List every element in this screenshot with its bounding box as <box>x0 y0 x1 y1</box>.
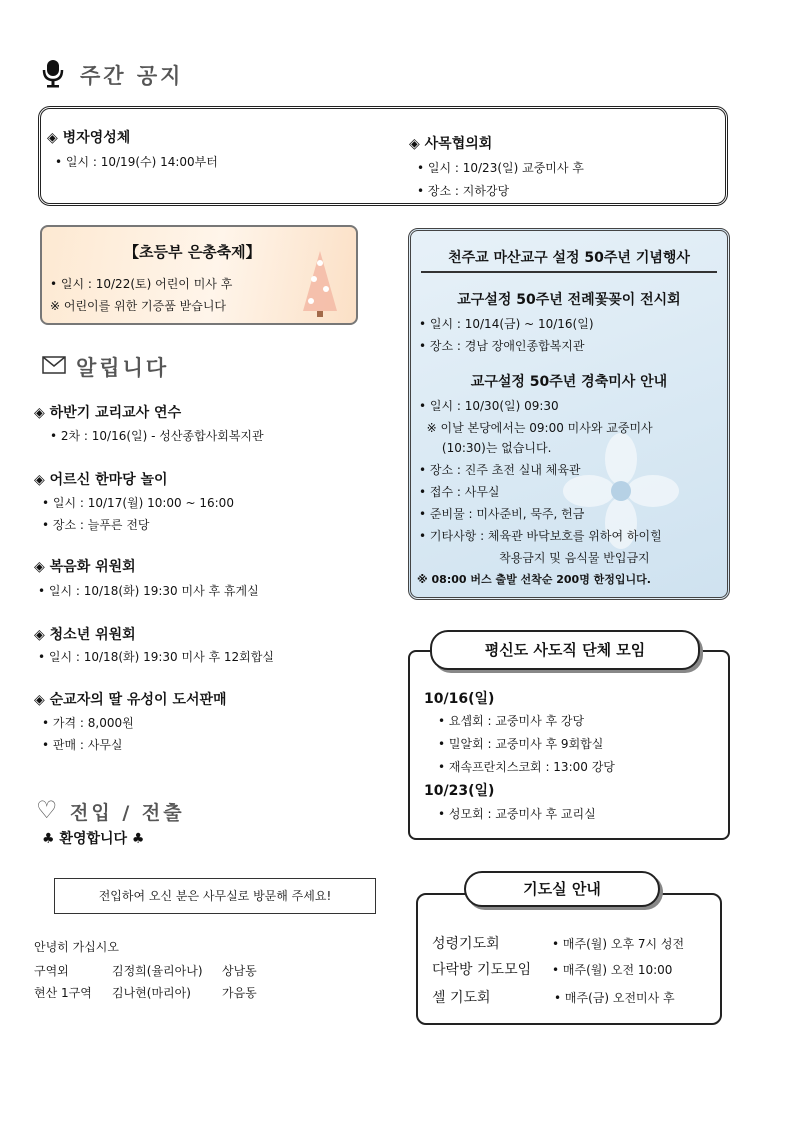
prayer-time: • 매주(금) 오전미사 후 <box>554 991 675 1005</box>
anniversary-item: • 접수 : 사무실 <box>419 485 500 499</box>
lay-item: • 밀알회 : 교중미사 후 9회합실 <box>438 737 604 751</box>
anniversary-item: ※ 이날 본당에서는 09:00 미사와 교중미사 <box>419 421 653 435</box>
moving-row-zone: 구역외 <box>34 964 69 978</box>
moving-box: 전입하여 오신 분은 사무실로 방문해 주세요! <box>54 878 376 914</box>
prayer-time: • 매주(월) 오후 7시 성전 <box>552 937 685 951</box>
envelope-icon <box>42 356 66 378</box>
notice-head: ◈ 복음화 위원회 <box>34 559 136 575</box>
festival-line: • 일시 : 10/22(토) 어린이 미사 후 <box>50 277 233 291</box>
prayer-name: 다락방 기도모임 <box>432 962 532 978</box>
prayer-name: 셀 기도회 <box>432 990 491 1006</box>
anniversary-item: • 장소 : 진주 초전 실내 체육관 <box>419 463 581 477</box>
weekly-title: 주간 공지 <box>80 63 184 88</box>
notice-item: • 장소 : 늘푸른 전당 <box>42 518 150 532</box>
moving-row-name: 김정희(율리아나) <box>112 964 203 978</box>
prayer-box <box>416 893 722 1025</box>
anniversary-item: 착용금지 및 음식물 반입금지 <box>419 551 650 565</box>
festival-line: ※ 어린이를 위한 기증품 받습니다 <box>50 299 227 313</box>
weekly-right-item: • 장소 : 지하강당 <box>417 184 510 198</box>
divider <box>421 271 717 273</box>
lay-date: 10/23(일) <box>424 783 495 799</box>
notice-item: • 가격 : 8,000원 <box>42 716 134 730</box>
notice-head: ◈ 하반기 교리교사 연수 <box>34 405 182 421</box>
prayer-name: 성령기도회 <box>432 936 500 952</box>
notice-item: • 판매 : 사무실 <box>42 738 123 752</box>
prayer-time: • 매주(월) 오전 10:00 <box>552 963 673 977</box>
weekly-box <box>38 106 728 206</box>
moving-row-zone: 현산 1구역 <box>34 986 92 1000</box>
anniversary-item: • 일시 : 10/14(금) ~ 10/16(일) <box>419 317 594 331</box>
anniversary-item: • 일시 : 10/30(일) 09:30 <box>419 399 559 413</box>
notice-head: ◈ 어르신 한마당 놀이 <box>34 472 168 488</box>
notice-item: • 일시 : 10/17(월) 10:00 ~ 16:00 <box>42 496 234 510</box>
moving-row-place: 상남동 <box>222 964 257 978</box>
heart-icon: ♡ <box>36 796 58 824</box>
anniversary-box <box>408 228 730 600</box>
lay-item: • 성모회 : 교중미사 후 교리실 <box>438 807 596 821</box>
prayer-title: 기도실 안내 <box>464 871 660 907</box>
festival-box <box>40 225 358 325</box>
anniversary-item: • 장소 : 경남 장애인종합복지관 <box>419 339 585 353</box>
anniversary-sub2: 교구설정 50주년 경축미사 안내 <box>470 374 668 390</box>
moving-row-name: 김나현(마리아) <box>112 986 191 1000</box>
anniversary-item: • 기타사항 : 체육관 바닥보호를 위하여 하이힐 <box>419 529 662 543</box>
anniversary-footer: ※ 08:00 버스 출발 선착순 200명 한정입니다. <box>417 573 651 586</box>
tree-illustration-icon <box>297 249 343 323</box>
moving-farewell: 안녕히 가십시오 <box>34 940 119 954</box>
moving-welcome: ♣ 환영합니다 ♣ <box>42 831 145 847</box>
weekly-left-head: ◈ 병자영성체 <box>47 130 131 146</box>
festival-title: 【초등부 은총축제】 <box>124 243 261 261</box>
notice-head: ◈ 순교자의 딸 유성이 도서판매 <box>34 692 227 708</box>
weekly-left-item: • 일시 : 10/19(수) 14:00부터 <box>55 155 218 169</box>
weekly-right-head: ◈ 사목협의회 <box>409 136 493 152</box>
weekly-right-item: • 일시 : 10/23(일) 교중미사 후 <box>417 161 584 175</box>
notice-item: • 일시 : 10/18(화) 19:30 미사 후 휴게실 <box>38 584 259 598</box>
moving-title: 전입 / 전출 <box>70 802 185 824</box>
anniversary-title: 천주교 마산교구 설정 50주년 기념행사 <box>448 250 690 266</box>
anniversary-item: (10:30)는 없습니다. <box>419 441 552 455</box>
notice-title: 알립니다 <box>76 355 170 380</box>
lay-title: 평신도 사도직 단체 모임 <box>430 630 700 670</box>
moving-row-place: 가음동 <box>222 986 257 1000</box>
anniversary-item: • 준비물 : 미사준비, 묵주, 헌금 <box>419 507 585 521</box>
notice-item: • 일시 : 10/18(화) 19:30 미사 후 12회합실 <box>38 650 274 664</box>
lay-box <box>408 650 730 840</box>
notice-head: ◈ 청소년 위원회 <box>34 627 136 643</box>
microphone-icon <box>40 58 66 92</box>
lay-item: • 재속프란치스코회 : 13:00 강당 <box>438 760 615 774</box>
notice-item: • 2차 : 10/16(일) - 성산종합사회복지관 <box>50 429 264 443</box>
lay-item: • 요셉회 : 교중미사 후 강당 <box>438 714 585 728</box>
anniversary-sub1: 교구설정 50주년 전례꽃꽂이 전시회 <box>457 292 681 308</box>
lay-date: 10/16(일) <box>424 691 495 707</box>
